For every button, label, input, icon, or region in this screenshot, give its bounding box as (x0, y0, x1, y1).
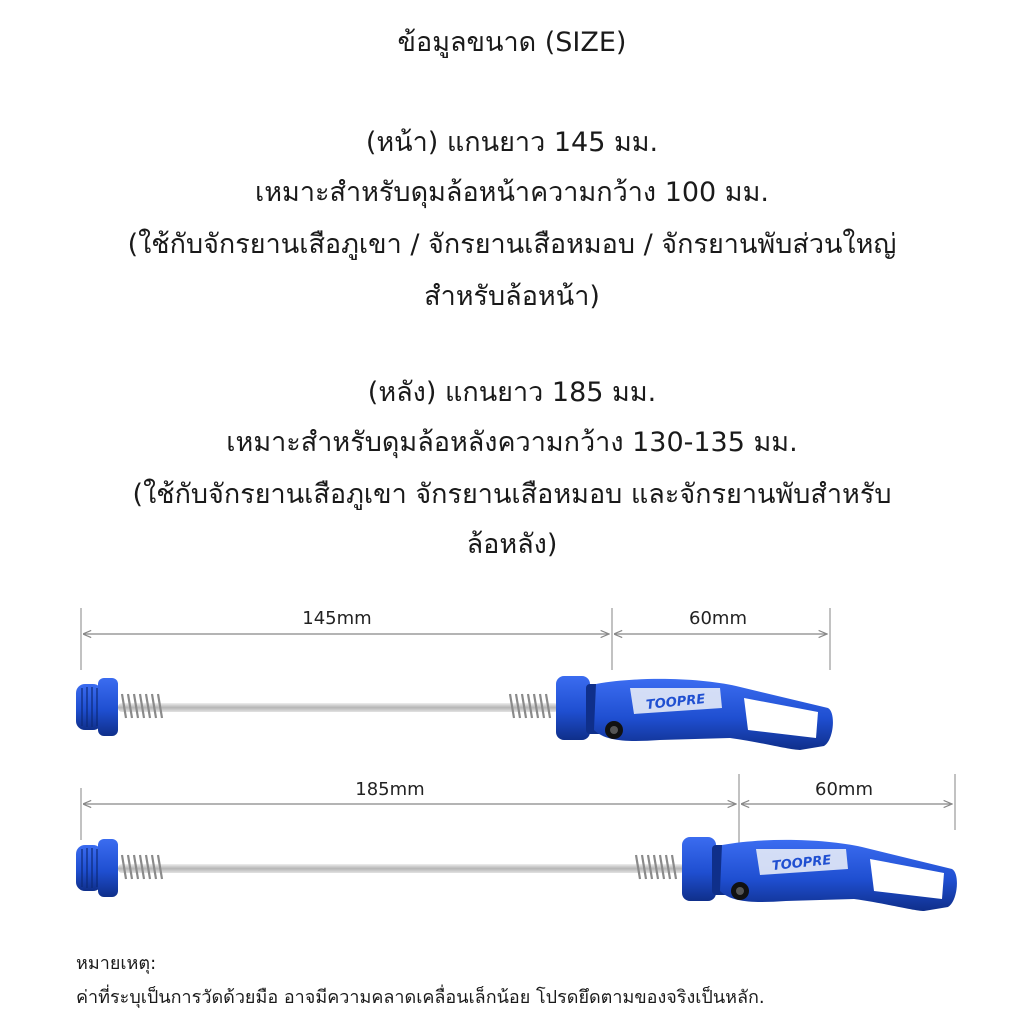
rear-spec-usage-cont: ล้อหลัง) (466, 529, 558, 560)
rear-skewer-illustration (76, 837, 957, 911)
rear-axle-length-label: 185mm (355, 779, 425, 800)
front-spec-usage-cont: สำหรับล้อหน้า) (424, 281, 600, 312)
note-text: ค่าที่ระบุเป็นการวัดด้วยมือ อาจมีความคลาดเคลื่อนเล็กน้อย โปรดยึดตามของจริงเป็นหลัก. (76, 987, 765, 1008)
rear-spec-usage: (ใช้กับจักรยานเสือภูเขา จักรยานเสือหมอบ และจักรยานพับสำหรับ (132, 479, 892, 510)
rear-spec-length: (หลัง) แกนยาว 185 มม. (367, 377, 657, 408)
front-skewer-illustration (76, 676, 833, 750)
note-title: หมายเหตุ: (76, 953, 157, 974)
front-axle-length-label: 145mm (302, 608, 372, 629)
rear-lever-length-label: 60mm (815, 779, 873, 800)
rear-spec-hub-width: เหมาะสำหรับดุมล้อหลังความกว้าง 130-135 มม. (226, 427, 798, 458)
rear-brand-text: TOOPRE (771, 852, 832, 875)
front-lever-length-label: 60mm (689, 608, 747, 629)
front-spec-usage: (ใช้กับจักรยานเสือภูเขา / จักรยานเสือหมอบ / จักรยานพับส่วนใหญ่ (127, 229, 897, 260)
front-spec-hub-width: เหมาะสำหรับดุมล้อหน้าความกว้าง 100 มม. (255, 177, 769, 208)
front-spec-length: (หน้า) แกนยาว 145 มม. (365, 127, 659, 158)
skewer-dimension-diagram (0, 590, 1024, 930)
size-heading: ข้อมูลขนาด (SIZE) (397, 27, 627, 58)
front-brand-text: TOOPRE (645, 691, 706, 714)
